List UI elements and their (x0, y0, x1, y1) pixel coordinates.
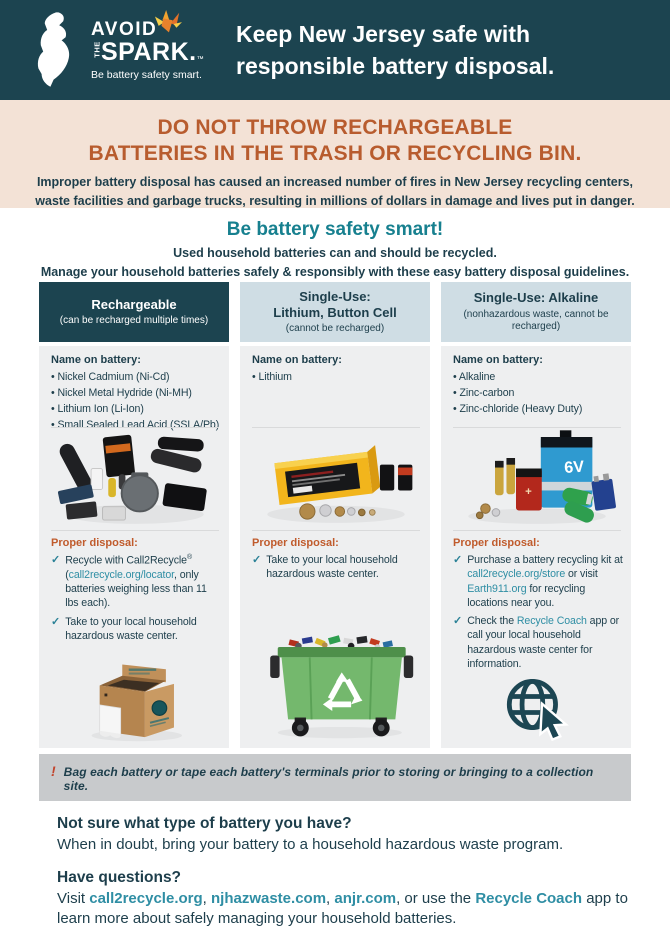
disposal-item (51, 615, 221, 644)
warning-body-line-1: Improper battery disposal has caused an increased number of fires in New Jersey recycling centers, (36, 175, 634, 190)
check-icon: ✓ (51, 554, 61, 566)
battery-name-list (252, 369, 422, 385)
link-call2recycle-org-locator[interactable]: call2recycle.org/locator (68, 568, 175, 581)
name-on-battery-label: Name on battery: (453, 354, 543, 366)
battery-name-item: • Lithium Ion (Li-Ion) (51, 401, 221, 417)
link-recycle-coach[interactable]: Recycle Coach (475, 890, 583, 908)
logo-word-avoid: AVOID (91, 18, 158, 40)
battery-name-list (51, 369, 221, 433)
avoid-the-spark-logo (28, 8, 228, 92)
trademark-symbol: ™ (196, 55, 204, 63)
disposal-text (467, 614, 623, 671)
disposal-item (453, 553, 623, 610)
logo-word-spark-row (91, 37, 204, 66)
link-anjr-com[interactable]: anjr.com (334, 890, 397, 908)
text-run: ( (65, 568, 69, 581)
footer-question-1-heading: Not sure what type of battery you have? (57, 815, 352, 832)
disposal-text (65, 615, 221, 644)
spark-icon (151, 10, 185, 38)
battery-type-columns (39, 282, 631, 748)
warning-heading (0, 115, 670, 166)
text-run: Recycle with Call2Recycle (65, 554, 187, 567)
disposal-section (51, 531, 221, 643)
check-icon: ✓ (453, 554, 463, 566)
name-on-battery-section (453, 351, 623, 427)
text-run: for recycling locations near you. (467, 582, 586, 609)
footer-question-2-body (57, 889, 630, 930)
intro-heading: Be battery safety smart! (226, 219, 444, 240)
exclamation-icon: ! (51, 763, 56, 779)
text-run: or visit (565, 568, 598, 581)
footer (0, 801, 670, 930)
name-on-battery-label: Name on battery: (51, 354, 141, 366)
rechargeable-batteries-photo (51, 427, 219, 531)
name-on-battery-section (252, 351, 422, 427)
check-icon: ✓ (453, 615, 463, 628)
column-body (39, 346, 229, 748)
page-title (236, 18, 554, 82)
column-title (449, 290, 623, 306)
title-line: Single-Use: Alkaline (473, 290, 599, 306)
battery-name-item: • Small Sealed Lead Acid (SSLA/Pb) (51, 417, 221, 433)
intro-line-1: Used household batteries can and should be recycled. (173, 246, 497, 260)
title-line-1: Keep New Jersey safe with (236, 20, 531, 47)
column-rechargeable (39, 282, 229, 748)
column-title (248, 289, 422, 322)
column-header-rechargeable (39, 282, 229, 342)
column-title (47, 297, 221, 313)
logo-word-spark: SPARK. (101, 37, 197, 66)
globe-with-cursor-icon (502, 675, 574, 742)
check-icon: ✓ (51, 615, 61, 628)
text-run: , only batteries weighing less than 11 lbs each). (65, 568, 207, 610)
warning-heading-line-1: DO NOT THROW RECHARGEABLE (157, 116, 513, 139)
proper-disposal-label: Proper disposal: (51, 537, 138, 549)
warning-body-line-2: waste facilities and garbage trucks, resulting in millions of dollars in damage and lives put in danger. (35, 193, 635, 208)
name-on-battery-label: Name on battery: (252, 354, 342, 366)
svg-text:6V: 6V (563, 457, 585, 477)
battery-name-item: • Lithium (252, 369, 422, 385)
alkaline-batteries-photo (453, 427, 621, 531)
recycling-dumpster-photo (257, 631, 417, 742)
disposal-item (51, 553, 221, 611)
column-single-use-lithium (240, 282, 430, 748)
proper-disposal-label: Proper disposal: (252, 537, 339, 549)
column-single-use-alkaline (441, 282, 631, 748)
link-call2recycle-org[interactable]: call2recycle.org (89, 890, 203, 908)
svg-text:+: + (525, 486, 532, 499)
disposal-checklist (453, 553, 623, 671)
column-body (240, 346, 430, 748)
column-body (441, 346, 631, 748)
logo-text (91, 20, 204, 81)
link-njhazwaste-com[interactable]: njhazwaste.com (211, 890, 327, 908)
disposal-checklist (252, 553, 422, 582)
call2recycle-box-photo (75, 658, 197, 742)
intro-section (0, 208, 670, 282)
column-subtitle: (nonhazardous waste, cannot be recharged) (463, 308, 609, 333)
footer-question-1-body: When in doubt, bring your battery to a household hazardous waste program. (57, 835, 564, 853)
new-jersey-icon (28, 8, 84, 92)
text-run: , (202, 890, 211, 908)
disposal-item (453, 614, 623, 671)
text-run: Check the (467, 615, 517, 628)
intro-line-2: Manage your household batteries safely & responsibly with these easy battery disposal guidelines. (40, 264, 630, 279)
disposal-checklist (51, 553, 221, 643)
battery-name-item: • Nickel Metal Hydride (Ni-MH) (51, 385, 221, 401)
text-run: Purchase a battery recycling kit at (467, 554, 623, 566)
title-line-2: responsible battery disposal. (236, 53, 555, 79)
text-run: , (326, 890, 335, 908)
battery-name-item: • Nickel Cadmium (Ni-Cd) (51, 369, 221, 385)
battery-name-item: • Alkaline (453, 369, 623, 385)
text-run: Take to your local household hazardous waste center. (266, 554, 398, 581)
disposal-text (467, 553, 623, 610)
text-run: , or use the (396, 890, 476, 908)
logo-tagline: Be battery safety smart. (91, 68, 202, 81)
note-text: Bag each battery or tape each battery's terminals prior to storing or bringing to a collection site. (63, 765, 594, 793)
link-recycle-coach[interactable]: Recycle Coach (516, 615, 587, 628)
disposal-section (453, 531, 623, 671)
logo-word-the: THE (92, 41, 102, 58)
disposal-text (266, 553, 422, 582)
text-run: app or call your local household hazardous waste center for information. (467, 615, 620, 671)
terminal-taping-note (39, 754, 631, 801)
lithium-batteries-photo (252, 427, 420, 531)
battery-name-list (453, 369, 623, 417)
column-header-lithium (240, 282, 430, 342)
warning-section (0, 100, 670, 208)
check-icon: ✓ (252, 554, 262, 566)
text-run: ® (186, 554, 193, 561)
disposal-text (65, 553, 221, 611)
disposal-item (252, 553, 422, 582)
battery-name-item: • Zinc-carbon (453, 385, 623, 401)
column-subtitle: (can be recharged multiple times) (59, 314, 209, 326)
warning-heading-line-2: BATTERIES IN THE TRASH OR RECYCLING BIN. (88, 141, 582, 165)
footer-question-2-heading: Have questions? (57, 869, 182, 887)
disposal-section (252, 531, 422, 582)
text-run: Visit (57, 890, 90, 908)
link-call2recycle-org-store[interactable]: call2recycle.org/store (467, 568, 566, 581)
column-header-alkaline (441, 282, 631, 342)
header (0, 0, 670, 100)
intro-body (0, 244, 670, 282)
title-line: Single-Use: (299, 288, 371, 304)
proper-disposal-label: Proper disposal: (453, 537, 540, 549)
title-line: Lithium, Button Cell (273, 304, 397, 320)
name-on-battery-section (51, 351, 221, 432)
column-subtitle: (cannot be recharged) (285, 323, 385, 334)
link-earth911-org[interactable]: Earth911.org (467, 582, 527, 595)
title-line: Rechargeable (91, 296, 177, 312)
warning-body (0, 173, 670, 211)
battery-name-item: • Zinc-chloride (Heavy Duty) (453, 401, 623, 417)
text-run: app to learn more about safely managing your household batteries. (57, 890, 628, 928)
text-run: Take to your local household hazardous waste center. (65, 615, 197, 643)
